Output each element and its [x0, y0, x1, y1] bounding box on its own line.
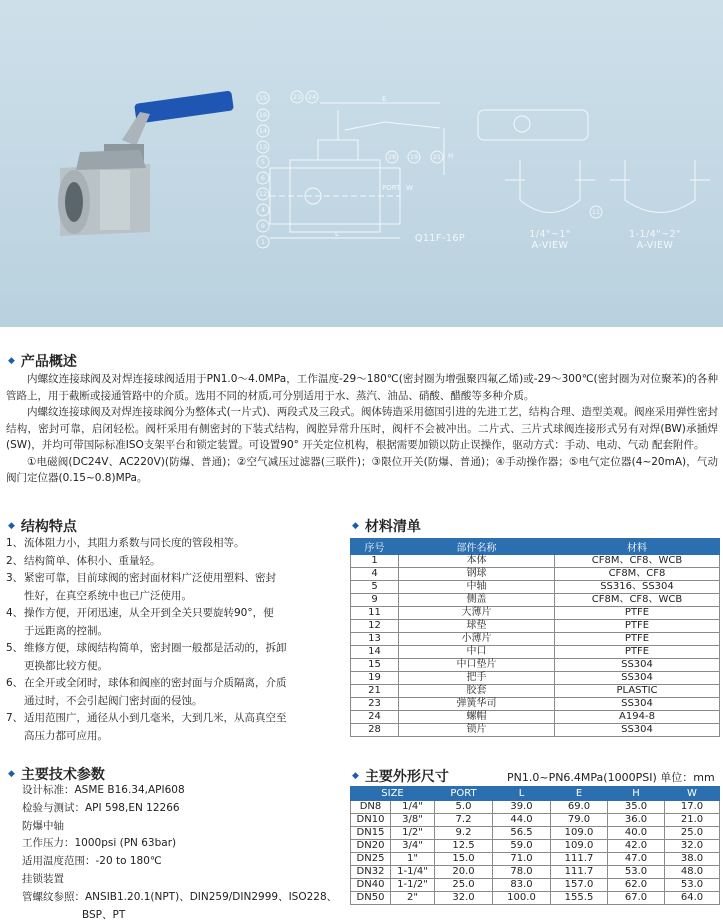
- feature-number: 6、: [6, 677, 24, 689]
- table-cell: 12.5: [435, 840, 493, 853]
- table-row: [351, 853, 720, 866]
- table-cell: 83.0: [493, 879, 551, 892]
- feature-number: 1、: [6, 537, 24, 549]
- table-row: [351, 814, 720, 827]
- table-cell: 3/8": [391, 814, 435, 827]
- table-cell: 69.0: [551, 801, 608, 814]
- table-cell: 62.0: [608, 879, 665, 892]
- table-cell: 36.0: [608, 814, 665, 827]
- column-header: E: [551, 787, 608, 801]
- table-cell: 67.0: [608, 892, 665, 905]
- callout-number: 16: [258, 111, 268, 119]
- table-cell: 53.0: [608, 866, 665, 879]
- feature-number: 5、: [6, 642, 24, 654]
- table-cell: 20.0: [435, 866, 493, 879]
- table-cell: 23: [351, 698, 399, 711]
- feature-text: 维修方便，球阀结构简单，密封圈一般都是活动的，拆卸: [24, 642, 287, 654]
- table-cell: 25.0: [665, 827, 720, 840]
- diamond-bullet-icon: ◆: [8, 521, 15, 531]
- diamond-bullet-icon: ◆: [8, 769, 15, 779]
- table-row: [351, 879, 720, 892]
- table-cell: 5.0: [435, 801, 493, 814]
- callout-number: 13: [258, 143, 268, 151]
- table-cell: PTFE: [555, 646, 720, 659]
- column-header: H: [608, 787, 665, 801]
- table-cell: SS304: [555, 724, 720, 737]
- materials-table: [350, 538, 720, 737]
- table-cell: 本体: [399, 555, 555, 568]
- diamond-bullet-icon: ◆: [8, 356, 15, 366]
- table-cell: 15.0: [435, 853, 493, 866]
- table-cell: SS304: [555, 672, 720, 685]
- table-cell: 35.0: [608, 801, 665, 814]
- table-cell: CF8M、CF8、WCB: [555, 594, 720, 607]
- table-cell: 38.0: [665, 853, 720, 866]
- table-cell: 111.7: [551, 853, 608, 866]
- table-cell: 11: [351, 607, 399, 620]
- callout-number: 11: [591, 208, 601, 216]
- table-row: [351, 672, 720, 685]
- diamond-bullet-icon: ◆: [352, 521, 359, 531]
- table-row: [351, 724, 720, 737]
- table-cell: 111.7: [551, 866, 608, 879]
- table-cell: DN20: [351, 840, 391, 853]
- specs-title: ◆ 主要技术参数: [8, 767, 105, 783]
- callout-number: 4: [260, 206, 266, 214]
- feature-item: [6, 675, 336, 693]
- table-row: [351, 555, 720, 568]
- table-cell: 79.0: [551, 814, 608, 827]
- ball-valve-photo: [58, 90, 234, 236]
- overview-paragraph: ①电磁阀(DC24V、AC220V)(防爆、普通)；②空气减压过滤器(三联件)；③限位开关(防爆、普通)；④手动操作器；⑤电气定位器(4~20mA)，气动阀门定位器(0.15~0.8)MPa。: [6, 455, 718, 484]
- table-row: [351, 801, 720, 814]
- table-cell: 胶套: [399, 685, 555, 698]
- table-cell: CF8M、CF8、WCB: [555, 555, 720, 568]
- technical-drawing: [270, 103, 710, 238]
- table-row: [351, 568, 720, 581]
- table-cell: PTFE: [555, 620, 720, 633]
- table-cell: 9: [351, 594, 399, 607]
- table-cell: 1-1/2": [391, 879, 435, 892]
- table-cell: DN15: [351, 827, 391, 840]
- spec-line: 适用温度范围：-20 to 180℃: [22, 855, 162, 868]
- feature-text: 流体阻力小，其阻力系数与同长度的管段相等。: [24, 537, 245, 549]
- callout-number: 21: [432, 153, 442, 161]
- callout-number: 24: [307, 93, 317, 101]
- spec-line: 管螺纹参照：ANSIB1.20.1(NPT)、DIN259/DIN2999、ISO228、: [22, 890, 338, 903]
- table-cell: 32.0: [665, 840, 720, 853]
- table-cell: 球垫: [399, 620, 555, 633]
- callout-number: 15: [258, 94, 268, 102]
- view-large-caption: 1-1/4"~2" A-VIEW: [628, 229, 681, 251]
- spec-line: 检验与测试：API 598,EN 12266: [22, 801, 180, 814]
- table-cell: 中口: [399, 646, 555, 659]
- table-cell: DN25: [351, 853, 391, 866]
- callout-number: 12: [258, 190, 268, 198]
- table-cell: DN10: [351, 814, 391, 827]
- table-cell: 9.2: [435, 827, 493, 840]
- column-header: 序号: [351, 539, 399, 555]
- column-header: SIZE: [351, 787, 435, 801]
- table-cell: 78.0: [493, 866, 551, 879]
- spec-line: 工作压力：1000psi (PN 63bar): [22, 837, 177, 850]
- table-cell: 56.5: [493, 827, 551, 840]
- table-cell: 小薄片: [399, 633, 555, 646]
- feature-item: [6, 658, 336, 676]
- table-cell: 大薄片: [399, 607, 555, 620]
- table-row: [351, 866, 720, 879]
- spec-line: 设计标准：ASME B16.34,API608: [22, 784, 185, 796]
- table-cell: SS304: [555, 698, 720, 711]
- model-caption: Q11F-16P: [414, 233, 466, 244]
- feature-number: 2、: [6, 554, 24, 567]
- spec-line: 挂锁装置: [22, 872, 64, 885]
- table-cell: 100.0: [493, 892, 551, 905]
- table-cell: CF8M、CF8: [555, 568, 720, 581]
- dimension-labels: [335, 95, 453, 238]
- view-small-caption: 1/4"~1" A-VIEW: [529, 229, 571, 251]
- column-header: 材料: [555, 539, 720, 555]
- callout-number: 1: [260, 238, 266, 246]
- feature-item: [6, 710, 336, 728]
- table-cell: 钢球: [399, 568, 555, 581]
- table-cell: PTFE: [555, 633, 720, 646]
- table-row: [351, 620, 720, 633]
- table-cell: 12: [351, 620, 399, 633]
- feature-text: 操作方便，开闭迅速，从全开到全关只要旋转90°，便: [24, 607, 274, 619]
- table-cell: 弹簧华司: [399, 698, 555, 711]
- table-cell: 1/2": [391, 827, 435, 840]
- table-row: [351, 827, 720, 840]
- table-cell: 28: [351, 724, 399, 737]
- feature-text: 通过时，不会引起阀门密封面的侵蚀。: [24, 694, 203, 707]
- svg-text:E: E: [382, 95, 387, 103]
- svg-text:PORT: PORT: [382, 184, 401, 192]
- feature-text: 紧密可靠，目前球阀的密封面材料广泛使用塑料、密封: [24, 572, 276, 584]
- features-title: ◆ 结构特点: [8, 519, 77, 535]
- table-cell: 64.0: [665, 892, 720, 905]
- table-row: [351, 698, 720, 711]
- dimensions-unit-note: PN1.0~PN6.4MPa(1000PSI) 单位：mm: [507, 771, 715, 784]
- column-header: 部件名称: [399, 539, 555, 555]
- callout-number: 9: [260, 222, 266, 230]
- table-cell: 1-1/4": [391, 866, 435, 879]
- table-cell: 7.2: [435, 814, 493, 827]
- table-cell: 25.0: [435, 879, 493, 892]
- feature-number: 4、: [6, 607, 24, 619]
- feature-number: 7、: [6, 712, 24, 724]
- table-cell: 109.0: [551, 840, 608, 853]
- spec-line: 防爆中轴: [22, 819, 64, 832]
- table-row: [351, 711, 720, 724]
- spec-line: BSP、PT: [82, 908, 126, 921]
- table-cell: DN40: [351, 879, 391, 892]
- feature-item: [6, 605, 336, 623]
- table-cell: DN8: [351, 801, 391, 814]
- feature-item: [6, 623, 336, 641]
- feature-item: [6, 553, 336, 571]
- table-cell: 48.0: [665, 866, 720, 879]
- feature-text: 于远距离的控制。: [24, 624, 108, 637]
- table-cell: 5: [351, 581, 399, 594]
- callout-number: 19: [409, 153, 419, 161]
- feature-text: 更换都比较方便。: [24, 659, 108, 672]
- table-cell: 把手: [399, 672, 555, 685]
- feature-number: [6, 623, 24, 641]
- table-cell: 螺帽: [399, 711, 555, 724]
- table-cell: SS316、SS304: [555, 581, 720, 594]
- svg-text:W: W: [406, 184, 413, 192]
- features-list: [6, 535, 336, 745]
- feature-text: 结构简单、体积小、重量轻。: [24, 554, 161, 567]
- table-cell: 109.0: [551, 827, 608, 840]
- feature-number: [6, 658, 24, 676]
- overview-text: [6, 371, 718, 487]
- svg-text:L: L: [335, 230, 339, 238]
- dimensions-table: [350, 786, 720, 905]
- table-row: [351, 607, 720, 620]
- table-cell: 19: [351, 672, 399, 685]
- callout-number: 28: [387, 153, 397, 161]
- table-cell: 3/4": [391, 840, 435, 853]
- feature-item: [6, 728, 336, 746]
- column-header: L: [493, 787, 551, 801]
- feature-number: [6, 693, 24, 711]
- table-row: [351, 892, 720, 905]
- table-cell: 157.0: [551, 879, 608, 892]
- table-row: [351, 581, 720, 594]
- table-cell: 59.0: [493, 840, 551, 853]
- feature-item: [6, 535, 336, 553]
- callout-number: 14: [258, 127, 268, 135]
- svg-text:H: H: [448, 152, 454, 160]
- table-cell: 13: [351, 633, 399, 646]
- table-row: [351, 646, 720, 659]
- callout-number: 5: [260, 158, 266, 166]
- table-cell: 1/4": [391, 801, 435, 814]
- feature-text: 适用范围广，通径从小到几毫米，大到几米，从高真空至: [24, 712, 287, 724]
- table-cell: 32.0: [435, 892, 493, 905]
- column-header: W: [665, 787, 720, 801]
- overview-paragraph: 内螺纹连接球阀及对焊连接球阀分为整体式(一片式)、两段式及三段式。阀体铸造采用德国引进的先进工艺，结构合理、造型美观。阀座采用弹性密封结构，密封可靠，启闭轻松。阀杆采用有侧密封的下装式结构，阀腔异常升压时，阀杆不会被冲出。二片式、三片式球阀连接形式另有对焊(BW)承插焊(SW)，并均可带国际标准ISO支架平台和锁定装置。可设置90° 开关定位机构，根据需要加锁以防止误操作，驱动方式：手动、电动、气动 配套附件。: [6, 406, 718, 451]
- materials-title: ◆ 材料清单: [352, 519, 421, 535]
- table-cell: 39.0: [493, 801, 551, 814]
- table-cell: SS304: [555, 659, 720, 672]
- feature-number: [6, 728, 24, 746]
- table-row: [351, 659, 720, 672]
- table-cell: 中口垫片: [399, 659, 555, 672]
- table-cell: DN50: [351, 892, 391, 905]
- feature-number: [6, 588, 24, 606]
- table-cell: 42.0: [608, 840, 665, 853]
- column-header: PORT: [435, 787, 493, 801]
- feature-text: 高压力都可应用。: [24, 729, 108, 742]
- callout-number: 6: [260, 174, 266, 182]
- table-cell: 21.0: [665, 814, 720, 827]
- diamond-bullet-icon: ◆: [352, 771, 359, 781]
- table-cell: 40.0: [608, 827, 665, 840]
- callout-number: 23: [292, 93, 302, 101]
- dimensions-title: ◆ 主要外形尺寸: [352, 769, 449, 785]
- overview-title: ◆ 产品概述: [8, 354, 77, 370]
- table-cell: A194-8: [555, 711, 720, 724]
- table-cell: 17.0: [665, 801, 720, 814]
- table-cell: 24: [351, 711, 399, 724]
- feature-item: [6, 693, 336, 711]
- table-cell: 1": [391, 853, 435, 866]
- table-row: [351, 633, 720, 646]
- feature-text: 在全开或全闭时，球体和阀座的密封面与介质隔离，介质: [24, 677, 287, 689]
- table-cell: 1: [351, 555, 399, 568]
- table-cell: 21: [351, 685, 399, 698]
- table-row: [351, 685, 720, 698]
- table-cell: 155.5: [551, 892, 608, 905]
- table-cell: 4: [351, 568, 399, 581]
- table-cell: DN32: [351, 866, 391, 879]
- table-cell: 71.0: [493, 853, 551, 866]
- table-cell: 44.0: [493, 814, 551, 827]
- table-row: [351, 840, 720, 853]
- feature-text: 性好，在真空系统中也已广泛使用。: [24, 589, 192, 602]
- table-cell: 2": [391, 892, 435, 905]
- table-cell: 侧盖: [399, 594, 555, 607]
- callout-numbers: [259, 93, 600, 246]
- table-cell: 53.0: [665, 879, 720, 892]
- feature-item: [6, 640, 336, 658]
- valve-illustration: [0, 0, 723, 327]
- table-cell: 47.0: [608, 853, 665, 866]
- table-cell: PLASTIC: [555, 685, 720, 698]
- overview-paragraph: 内螺纹连接球阀及对焊连接球阀适用于PN1.0～4.0MPa，工作温度-29～180℃(密封圈为增强聚四氟乙烯)或-29～300℃(密封圈为对位聚苯)的各种管路上，用于截断或接通管路中的介质。选用不同的材质,可分别适用于水、蒸汽、油品、硝酸、醋酸等多种介质。: [6, 373, 718, 402]
- product-banner: [0, 0, 723, 327]
- table-cell: 15: [351, 659, 399, 672]
- table-cell: 14: [351, 646, 399, 659]
- feature-item: [6, 588, 336, 606]
- table-cell: PTFE: [555, 607, 720, 620]
- table-row: [351, 594, 720, 607]
- specs-list: [22, 782, 337, 924]
- table-cell: 锁片: [399, 724, 555, 737]
- feature-item: [6, 570, 336, 588]
- table-cell: 中轴: [399, 581, 555, 594]
- feature-number: 3、: [6, 572, 24, 584]
